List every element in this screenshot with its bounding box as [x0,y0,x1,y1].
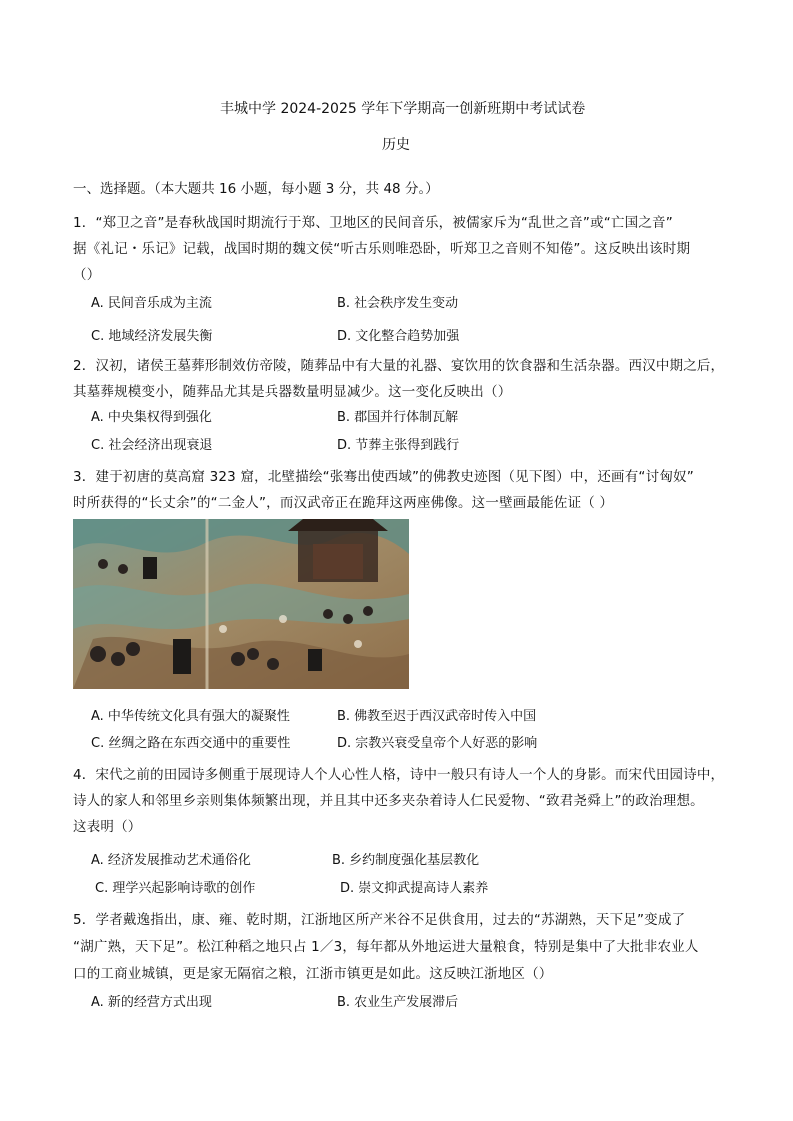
option-a: A. 经济发展推动艺术通俗化 [91,853,251,868]
question-line: 时所获得的“长丈余”的“二金人”，而汉武帝正在跪拜这两座佛像。这一壁画最能佐证（ ） [73,495,614,511]
option-d: D. 宗教兴衰受皇帝个人好恶的影响 [337,736,538,751]
option-a: A. 民间音乐成为主流 [91,296,212,311]
option-c: C. 理学兴起影响诗歌的创作 [95,881,256,896]
option-d: D. 节葬主张得到践行 [337,438,460,453]
question-line: 4．宋代之前的田园诗多侧重于展现诗人个人心性人格，诗中一般只有诗人一个人的身影。而宋代田园诗中， [73,767,725,783]
option-d: D. 文化整合趋势加强 [337,329,460,344]
option-b: B. 佛教至迟于西汉武帝时传入中国 [337,709,537,724]
exam-title: 丰城中学 2024-2025 学年下学期高一创新班期中考试试卷 [220,101,586,117]
question-line: 诗人的家人和邻里乡亲则集体频繁出现，并且其中还多夹杂着诗人仁民爱物、“致君尧舜上”的政治理想。 [73,793,704,809]
question-line: 口的工商业城镇，更是家无隔宿之粮，江浙市镇更是如此。这反映江浙地区（） [73,966,553,982]
option-b: B. 乡约制度强化基层教化 [332,853,480,868]
option-b: B. 郡国并行体制瓦解 [337,410,459,425]
question-line: 其墓葬规模变小，随葬品尤其是兵器数量明显减少。这一变化反映出（） [73,384,512,400]
option-a: A. 中央集权得到强化 [91,410,212,425]
question-line: （） [73,267,101,283]
section-heading: 一、选择题。（本大题共 16 小题，每小题 3 分，共 48 分。） [73,181,439,197]
option-a: A. 中华传统文化具有强大的凝聚性 [91,709,290,724]
question-line: 1．“郑卫之音”是春秋战国时期流行于郑、卫地区的民间音乐，被儒家斥为“乱世之音”或“亡国之音” [73,215,673,231]
option-c: C. 丝绸之路在东西交通中的重要性 [91,736,291,751]
option-b: B. 农业生产发展滞后 [337,995,459,1010]
question-line: 5．学者戴逸指出，康、雍、乾时期，江浙地区所产米谷不足供食用，过去的“苏湖熟，天下足”变成了 [73,912,686,928]
option-b: B. 社会秩序发生变动 [337,296,459,311]
question-line: 据《礼记・乐记》记载，战国时期的魏文侯“听古乐则唯恐卧，听郑卫之音则不知倦”。这反映出该时期 [73,241,691,257]
question-line: 这表明（） [73,819,142,835]
question-line: “湖广熟，天下足”。松江种稻之地只占 1／3，每年都从外地运进大量粮食，特别是集中了大批非农业人 [73,939,699,955]
subject-title: 历史 [382,137,410,153]
option-a: A. 新的经营方式出现 [91,995,212,1010]
mogao-cave-mural-image [73,519,409,689]
option-c: C. 社会经济出现衰退 [91,438,213,453]
question-line: 2．汉初，诸侯王墓葬形制效仿帝陵，随葬品中有大量的礼器、宴饮用的饮食器和生活杂器。西汉中期之后， [73,358,725,374]
option-c: C. 地域经济发展失衡 [91,329,213,344]
question-line: 3．建于初唐的莫高窟 323 窟，北壁描绘“张骞出使西域”的佛教史迹图（见下图）中，还画有“讨匈奴” [73,469,694,485]
option-d: D. 崇文抑武提高诗人素养 [340,881,489,896]
